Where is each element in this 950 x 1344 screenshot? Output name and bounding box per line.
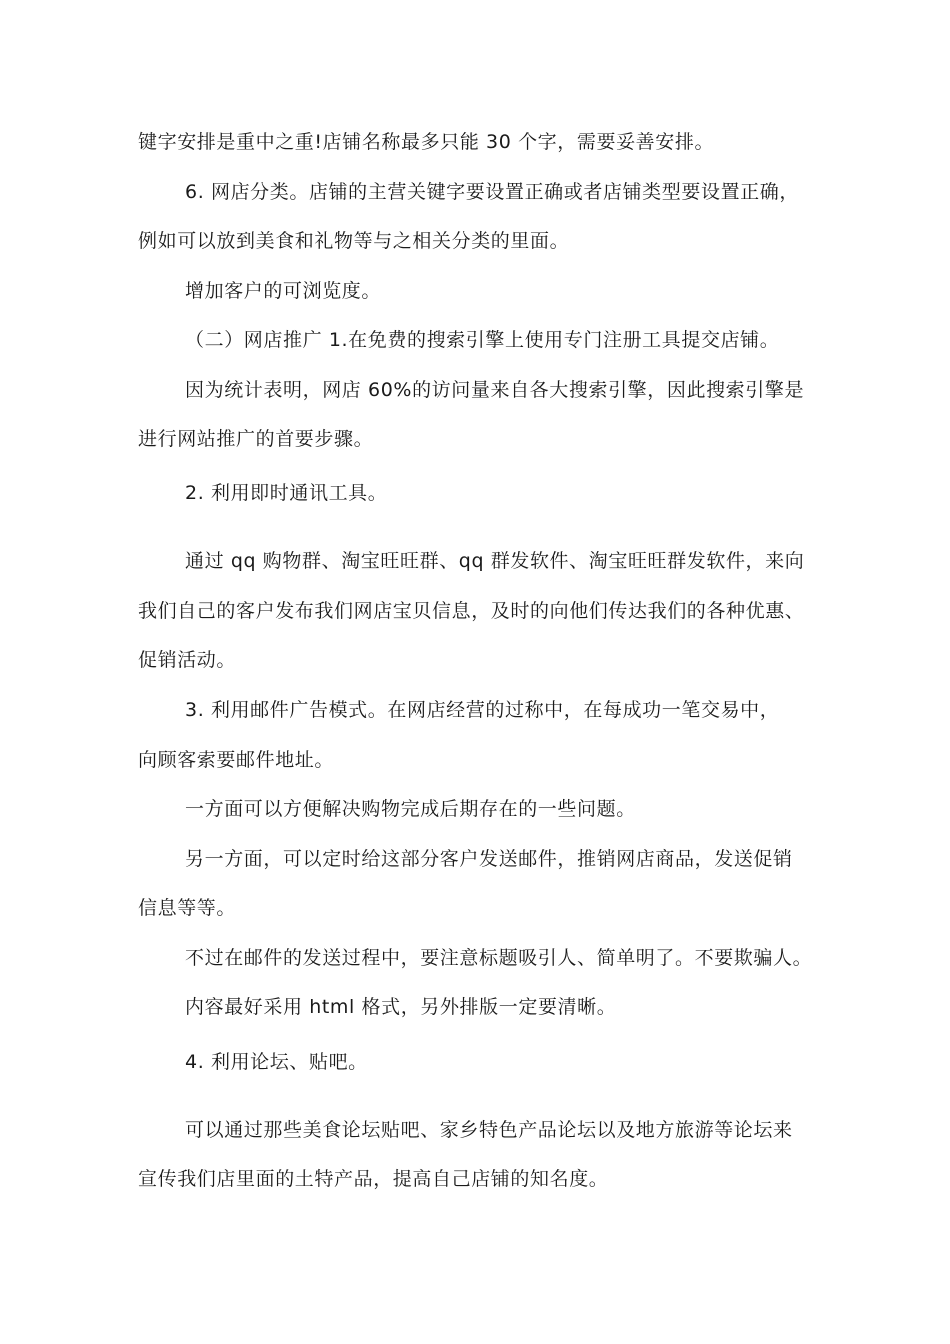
text-line: 例如可以放到美食和礼物等与之相关分类的里面。 — [138, 230, 570, 252]
text-line: （二）网店推广 1.在免费的搜索引擎上使用专门注册工具提交店铺。 — [185, 329, 780, 351]
text-line: 6. 网店分类。店铺的主营关键字要设置正确或者店铺类型要设置正确， — [185, 181, 799, 203]
text-line: 向顾客索要邮件地址。 — [138, 749, 335, 771]
text-line: 不过在邮件的发送过程中，要注意标题吸引人、简单明了。不要欺骗人。 — [185, 947, 813, 969]
text-line: 通过 qq 购物群、淘宝旺旺群、qq 群发软件、淘宝旺旺群发软件，来向 — [185, 550, 805, 572]
text-line: 4. 利用论坛、贴吧。 — [185, 1051, 368, 1073]
text-line: 可以通过那些美食论坛贴吧、家乡特色产品论坛以及地方旅游等论坛来 — [185, 1119, 793, 1141]
text-line: 内容最好采用 html 格式，另外排版一定要清晰。 — [185, 996, 617, 1018]
text-line: 宣传我们店里面的土特产品，提高自己店铺的知名度。 — [138, 1168, 609, 1190]
text-line: 一方面可以方便解决购物完成后期存在的一些问题。 — [185, 798, 636, 820]
text-line: 因为统计表明，网店 60%的访问量来自各大搜索引擎，因此搜索引擎是 — [185, 379, 805, 401]
text-line: 增加客户的可浏览度。 — [185, 280, 382, 302]
text-line: 键字安排是重中之重!店铺名称最多只能 30 个字，需要妥善安排。 — [138, 131, 715, 153]
text-line: 2. 利用即时通讯工具。 — [185, 482, 388, 504]
text-line: 3. 利用邮件广告模式。在网店经营的过称中，在每成功一笔交易中， — [185, 699, 780, 721]
text-line: 促销活动。 — [138, 649, 237, 671]
text-line: 另一方面，可以定时给这部分客户发送邮件，推销网店商品，发送促销 — [185, 848, 793, 870]
text-line: 我们自己的客户发布我们网店宝贝信息，及时的向他们传达我们的各种优惠、 — [138, 600, 805, 622]
text-line: 信息等等。 — [138, 897, 237, 919]
text-line: 进行网站推广的首要步骤。 — [138, 428, 374, 450]
